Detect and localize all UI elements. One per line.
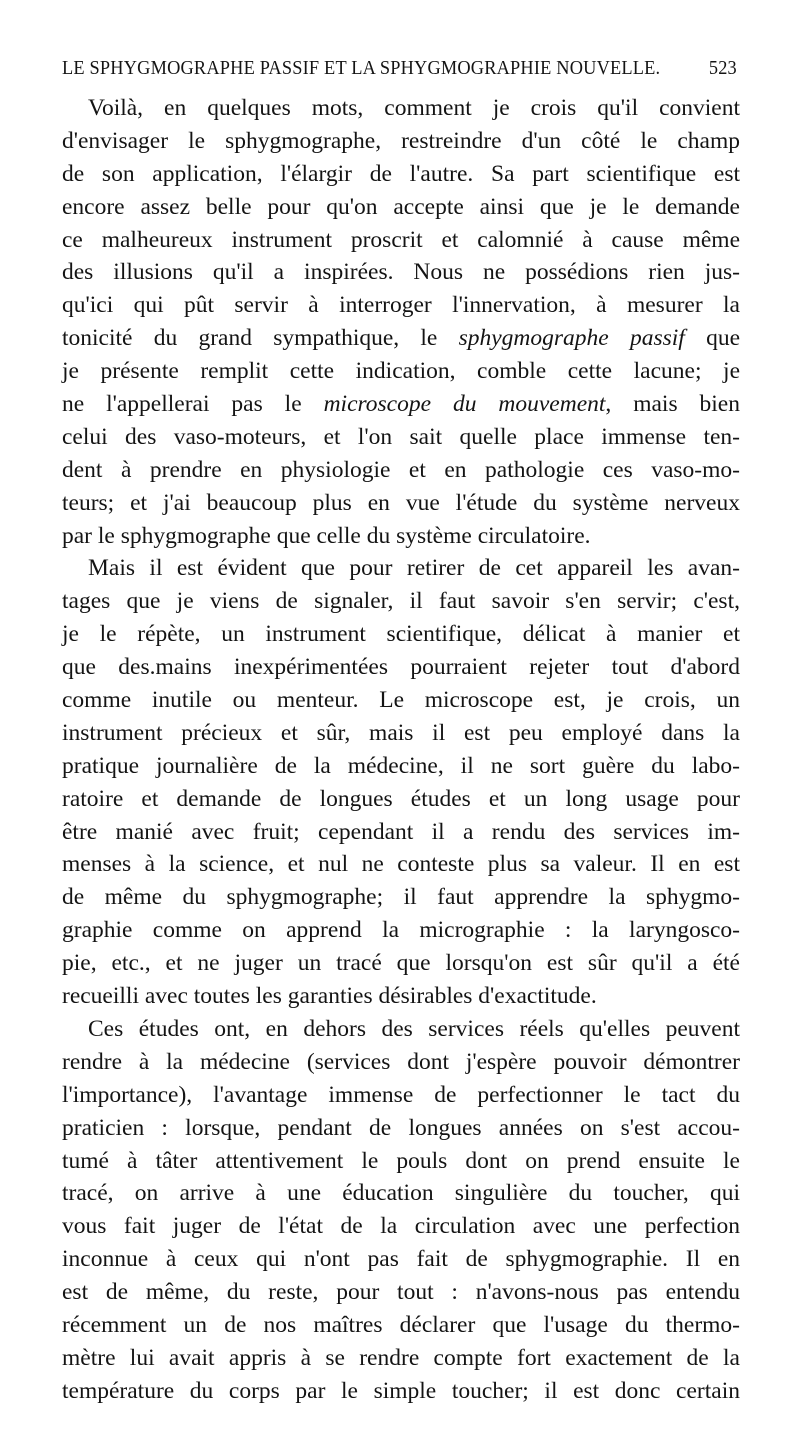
text-run: ne l'appellerai pas le [62,391,324,418]
text-run: qu'ici qui pût servir à interroger l'innervation, à mesurer la [62,292,740,319]
text-run: ratoire et demande de longues études et un long usage pour [62,785,740,812]
text-line [62,1079,740,1112]
text-line [62,980,740,1013]
text-line [62,1177,740,1210]
text-run: comme inutile ou menteur. Le microscope est, je crois, un [62,687,740,714]
text-run: graphie comme on apprend la micrographie : la laryngosco- [62,917,740,944]
page-number: 523 [708,58,737,79]
text-run: Mais il est évident que pour retirer de cet appareil les avan- [88,555,740,582]
text-run: Ces études ont, en dehors des services réels qu'elles peuvent [88,1015,740,1042]
text-run: praticien : lorsque, pendant de longues années on s'est accou- [62,1114,740,1141]
text-run: est de même, du reste, pour tout : n'avons-nous pas entendu [62,1279,740,1306]
italic-phrase: sphygmographe passif [458,325,685,352]
text-run: tumé à tâter attentivement le pouls dont on prend ensuite le [62,1147,740,1174]
text-line [62,289,740,322]
text-line [62,914,740,947]
text-run: de son application, l'élargir de l'autre. Sa part scientifique est [62,160,740,187]
body-text [62,92,740,1408]
text-line [62,92,740,125]
text-run: que des.mains inexpérimentées pourraient rejeter tout d'abord [62,654,740,681]
text-run: vous fait juger de l'état de la circulation avec une perfection [62,1213,740,1240]
text-line [62,1243,740,1276]
text-line [62,783,740,816]
text-line [62,1046,740,1079]
text-run: recueilli avec toutes les garanties désirables d'exactitude. [62,983,597,1010]
text-run: tracé, on arrive à une éducation singulière du toucher, qui [62,1180,740,1207]
text-line [62,1013,740,1046]
text-line [62,585,740,618]
text-line [62,750,740,783]
text-run: récemment un de nos maîtres déclarer que l'usage du thermo- [62,1311,740,1338]
text-run: dent à prendre en physiologie et en pathologie ces vaso-mo- [62,456,740,483]
text-run: instrument précieux et sûr, mais il est peu employé dans la [62,719,740,746]
text-run: tages que je viens de signaler, il faut savoir s'en servir; c'est, [62,588,740,615]
text-run: ce malheureux instrument proscrit et calomnié à cause même [62,226,740,253]
text-run: tonicité du grand sympathique, le [62,325,459,352]
text-line [62,881,740,914]
text-line [62,125,740,158]
text-run: que [684,325,740,352]
text-line [62,1276,740,1309]
text-line [62,816,740,849]
text-line [62,256,740,289]
text-line [62,454,740,487]
text-run: Voilà, en quelques mots, comment je crois qu'il convient [88,95,740,121]
text-line [62,421,740,454]
text-run: pratique journalière de la médecine, il ne sort guère du labo- [62,752,740,779]
text-run: pie, etc., et ne juger un tracé que lorsqu'on est sûr qu'il a été [62,950,740,977]
text-line [62,552,740,585]
text-run: rendre à la médecine (services dont j'espère pouvoir démontrer [62,1048,740,1075]
text-run: des illusions qu'il a inspirées. Nous ne possédions rien jus- [62,259,740,286]
text-line [62,158,740,191]
text-line [62,224,740,257]
text-run: encore assez belle pour qu'on accepte ainsi que je le demande [62,193,740,220]
text-run: , mais bien [605,391,740,418]
text-line [62,191,740,224]
text-line [62,487,740,520]
text-line [62,1309,740,1342]
text-line [62,1112,740,1145]
text-line [62,684,740,717]
text-line [62,322,740,355]
text-run: mètre lui avait appris à se rendre compte fort exactement de la [62,1344,740,1371]
text-line [62,618,740,651]
text-line [62,717,740,750]
text-run: de même du sphygmographe; il faut apprendre la sphygmo- [62,884,740,911]
italic-phrase: microscope du mouvement [323,391,606,418]
text-line [62,1375,740,1408]
text-run: je le répète, un instrument scientifique, délicat à manier et [62,621,740,648]
text-line [62,947,740,980]
running-head-title: LE SPHYGMOGRAPHE PASSIF ET LA SPHYGMOGRAPHIE NOUVELLE. [62,58,661,79]
text-run: celui des vaso-moteurs, et l'on sait quelle place immense ten- [62,423,740,450]
text-line [62,520,740,553]
text-line [62,388,740,421]
text-run: d'envisager le sphygmographe, restreindre d'un côté le champ [62,127,740,154]
text-line [62,1145,740,1178]
text-run: par le sphygmographe que celle du système circulatoire. [62,522,591,549]
text-run: être manié avec fruit; cependant il a rendu des services im- [62,818,740,845]
running-head [62,58,737,88]
text-line [62,1210,740,1243]
text-line [62,848,740,881]
text-line [62,355,740,388]
text-run: je présente remplit cette indication, comble cette lacune; je [62,358,740,385]
text-line [62,651,740,684]
text-run: inconnue à ceux qui n'ont pas fait de sphygmographie. Il en [62,1246,740,1273]
text-run: l'importance), l'avantage immense de perfectionner le tact du [62,1081,740,1108]
text-run: teurs; et j'ai beaucoup plus en vue l'étude du système nerveux [62,489,740,516]
text-line [62,1342,740,1375]
text-run: menses à la science, et nul ne conteste plus sa valeur. Il en est [62,851,740,878]
text-run: température du corps par le simple toucher; il est donc certain [62,1377,740,1404]
